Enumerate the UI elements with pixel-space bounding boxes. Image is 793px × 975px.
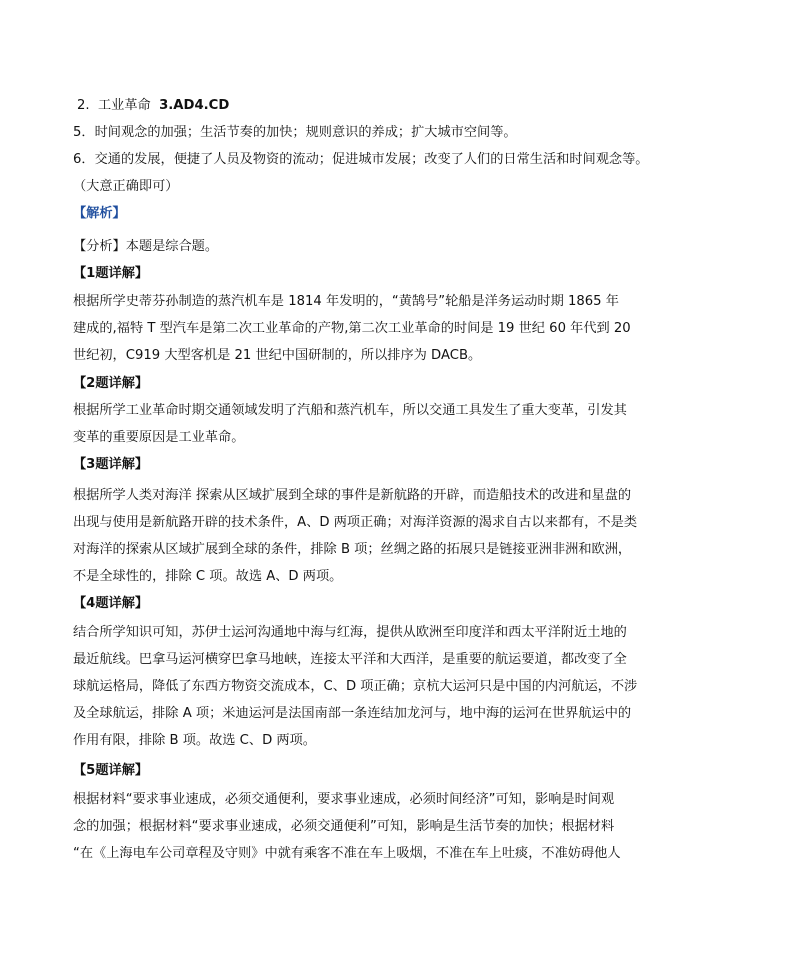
q4-line: 最近航线。巴拿马运河横穿巴拿马地峡，连接太平洋和大西洋，是重要的航运要道，都改变了全 bbox=[73, 652, 627, 667]
q3-line: 不是全球性的，排除 C 项。故选 A、D 两项。 bbox=[73, 569, 343, 584]
analysis-summary: 【分析】本题是综合题。 bbox=[73, 239, 219, 254]
q4-line: 球航运格局，降低了东西方物资交流成本，C、D 项正确；京杭大运河只是中国的内河航运，不涉 bbox=[73, 679, 638, 694]
answer-line-6: 6．交通的发展，便捷了人员及物资的流动；促进城市发展；改变了人们的日常生活和时间观念等。 bbox=[73, 152, 649, 167]
answer-note: （大意正确即可） bbox=[73, 179, 179, 194]
q4-line: 及全球航运，排除 A 项；米迪运河是法国南部一条连结加龙河与，地中海的运河在世界航运中的 bbox=[73, 706, 632, 721]
q4-heading: 【4题详解】 bbox=[73, 596, 149, 611]
q1-line: 世纪初，C919 大型客机是 21 世纪中国研制的，所以排序为 DACB。 bbox=[73, 348, 482, 363]
answer-2-number: 2. bbox=[77, 98, 90, 113]
q5-line: 根据材料“要求事业速成，必须交通便利，要求事业速成，必须时间经济”可知，影响是时间观 bbox=[73, 792, 615, 807]
q4-line: 作用有限，排除 B 项。故选 C、D 两项。 bbox=[73, 733, 316, 748]
q1-line: 根据所学史蒂芬孙制造的蒸汽机车是 1814 年发明的，“黄鹄号”轮船是洋务运动时期 1865 年 bbox=[73, 294, 619, 309]
answer-2-text: 工业革命 bbox=[97, 98, 151, 113]
analysis-heading: 【解析】 bbox=[73, 206, 126, 221]
q5-line: “在《上海电车公司章程及守则》中就有乘客不准在车上吸烟，不准在车上吐痰，不准妨碍他人 bbox=[73, 846, 621, 861]
q2-line: 根据所学工业革命时期交通领域发明了汽船和蒸汽机车，所以交通工具发生了重大变革，引发其 bbox=[73, 403, 627, 418]
answer-line-5: 5．时间观念的加强；生活节奏的加快；规则意识的养成；扩大城市空间等。 bbox=[73, 125, 517, 140]
answer-line-2 bbox=[73, 97, 693, 114]
q5-heading: 【5题详解】 bbox=[73, 763, 149, 778]
q2-heading: 【2题详解】 bbox=[73, 376, 149, 391]
q3-line: 对海洋的探索从区域扩展到全球的条件，排除 B 项；丝绸之路的拓展只是链接亚洲非洲和欧洲， bbox=[73, 542, 632, 557]
q3-line: 出现与使用是新航路开辟的技术条件，A、D 两项正确；对海洋资源的渴求自古以来都有，不是类 bbox=[73, 515, 638, 530]
q3-heading: 【3题详解】 bbox=[73, 457, 149, 472]
answer-3-4: 3.AD4.CD bbox=[159, 98, 230, 113]
q1-line: 建成的,福特 T 型汽车是第二次工业革命的产物,第二次工业革命的时间是 19 世纪 60 年代到 20 bbox=[73, 321, 631, 336]
q3-line: 根据所学人类对海洋 探索从区域扩展到全球的事件是新航路的开辟，而造船技术的改进和星盘的 bbox=[73, 488, 632, 503]
q1-heading: 【1题详解】 bbox=[73, 266, 149, 281]
q4-line: 结合所学知识可知，苏伊士运河沟通地中海与红海，提供从欧洲至印度洋和西太平洋附近土地的 bbox=[73, 625, 627, 640]
q2-line: 变革的重要原因是工业革命。 bbox=[73, 430, 245, 445]
q5-line: 念的加强；根据材料“要求事业速成，必须交通便利”可知，影响是生活节奏的加快；根据材料 bbox=[73, 819, 615, 834]
